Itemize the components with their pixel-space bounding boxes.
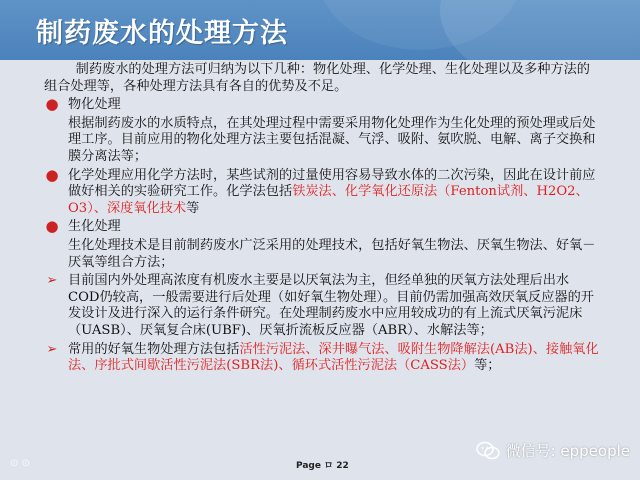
section-heading: 物化处理 — [68, 97, 121, 113]
chem-highlight: 铁炭法、化学氧化还原法（Fenton试剂、H2O2、O3）、深度氧化技术 — [68, 184, 589, 216]
arrow-bullet-icon: ➢ — [46, 341, 58, 357]
list-item-chemical — [44, 165, 600, 218]
wechat-id: 微信号: eppeople — [505, 442, 630, 460]
list-item-physchem — [44, 97, 600, 114]
bio-body: 生化处理技术是目前制药废水广泛采用的处理技术，包括好氧生物法、厌氧生物法、好氧－厌氧等组合方法； — [68, 237, 596, 270]
list-item-bio — [44, 219, 600, 236]
anaerobic-text: 目前国内外处理高浓度有机废水主要是以厌氧法为主，但经单独的厌氧方法处理后出水COD仍较高，一般需要进行后处理（如好氧生物处理）。目前仍需加强高效厌氧反应器的开发设计及进行深入的运行条件研究。在处理制药废水中应用较成功的有上流式厌氧污泥床（UASB）、厌氧复合床(UBF)、厌氧折流板反应器（ABR）、水解法等； — [68, 273, 594, 338]
page-number: Page ロ 22 — [296, 461, 349, 471]
list-item-aerobic — [44, 342, 600, 375]
physchem-body: 根据制药废水的水质特点，在其处理过程中需要采用物化处理作为生化处理的预处理或后处理工序。目前应用的物化处理方法主要包括混凝、气浮、吸附、氨吹脱、电解、离子交换和膜分离法等； — [68, 115, 596, 164]
intro-paragraph: 制药废水的处理方法可归纳为以下几种：物化处理、化学处理、生化处理以及多种方法的组合处理等，各种处理方法具有各自的优势及不足。 — [44, 62, 590, 94]
corner-watermark: ⊙ ⊙ — [10, 458, 30, 469]
aerobic-highlight: 活性污泥法、深井曝气法、吸附生物降解法(AB法)、接触氧化法、序批式间歇活性污泥法(SBR法)、循环式活性污泥法（CASS法） — [68, 341, 599, 374]
slide-content — [44, 62, 600, 377]
wechat-icon — [476, 441, 500, 461]
dot-bullet-icon: ● — [45, 95, 59, 114]
aerobic-text-end: 等； — [474, 358, 501, 374]
title-bar — [0, 0, 640, 60]
arrow-bullet-icon: ➢ — [46, 273, 58, 289]
section-heading: 生化处理 — [68, 219, 121, 235]
page-title: 制药废水的处理方法 — [36, 18, 288, 49]
dot-bullet-icon: ● — [45, 165, 59, 184]
chem-text: 化学处理应用化学方法时，某些试剂的过量使用容易导致水体的二次污染，因此在设计前应做好相关的实验研究工作。化学法包括 — [68, 167, 596, 200]
wechat-watermark — [476, 440, 630, 461]
dot-bullet-icon: ● — [45, 217, 59, 236]
chem-text-end: 等 — [186, 200, 200, 216]
aerobic-text: 常用的好氧生物处理方法包括 — [68, 341, 240, 357]
list-item-anaerobic — [44, 273, 600, 339]
